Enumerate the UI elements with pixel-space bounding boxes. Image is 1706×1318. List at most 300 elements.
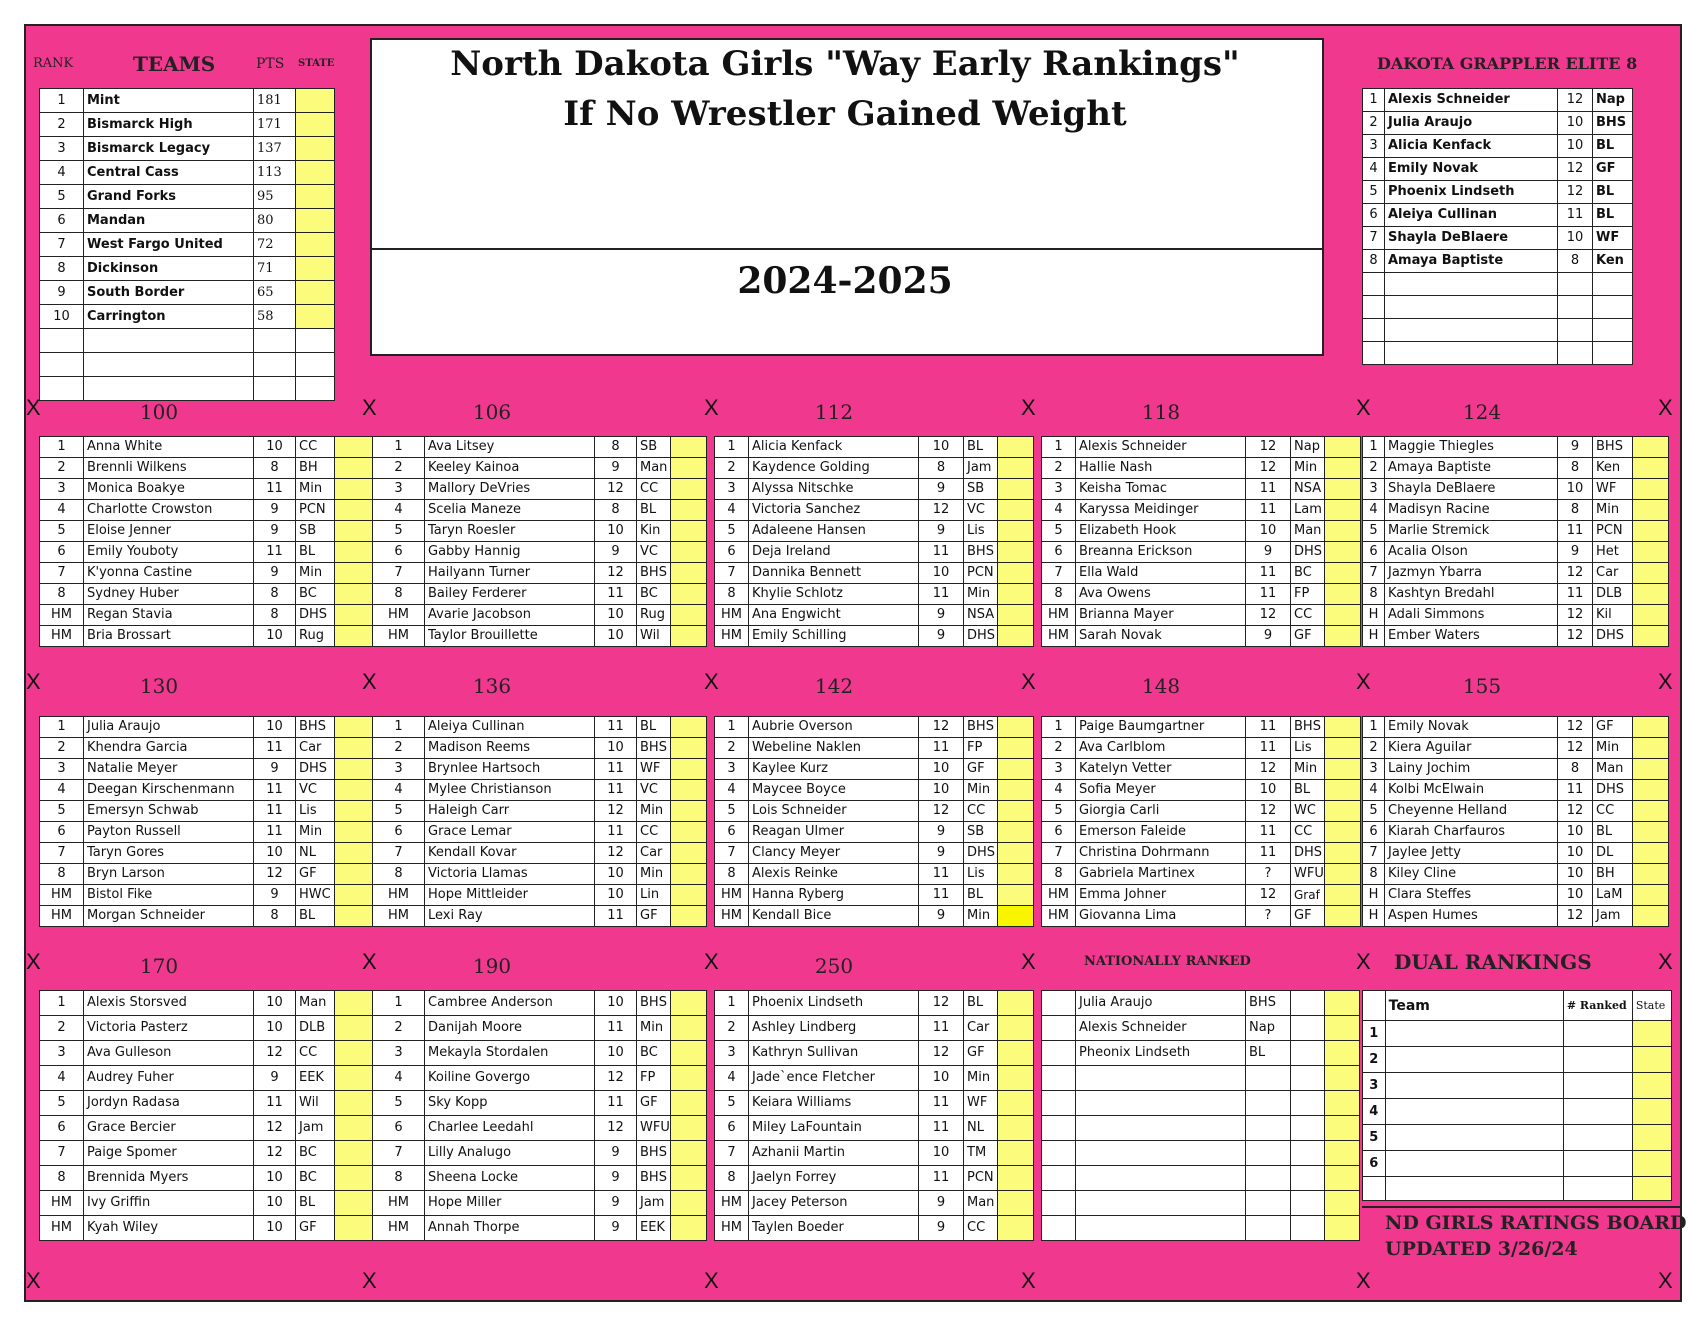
wrestler-name: Morgan Schneider <box>84 906 254 927</box>
wrestler-state-cell <box>998 458 1034 479</box>
elite8-rank <box>1363 296 1385 319</box>
wrestler-grade: 11 <box>919 738 964 759</box>
wrestler-row <box>1042 906 1361 927</box>
wrestler-name: Phoenix Lindseth <box>749 991 919 1016</box>
wrestler-state-cell <box>1633 717 1669 738</box>
wrestler-team: BL <box>964 437 998 458</box>
wrestler-team: CC <box>1291 822 1325 843</box>
wrestler-name: Ana Engwicht <box>749 605 919 626</box>
elite8-team <box>1593 296 1633 319</box>
weight-class-label: 124 <box>1462 400 1502 424</box>
wrestler-grade: 11 <box>595 1091 637 1116</box>
wrestler-row <box>40 780 373 801</box>
wrestler-name: Mallory DeVries <box>425 479 595 500</box>
wrestler-row <box>40 843 373 864</box>
wrestler-state-cell <box>1325 738 1361 759</box>
national-state-cell <box>1325 1116 1360 1141</box>
wrestler-name: Victoria Pasterz <box>84 1016 254 1041</box>
wrestler-row <box>1042 780 1361 801</box>
wrestler-grade: 11 <box>1246 843 1291 864</box>
elite8-row <box>1363 158 1633 181</box>
elite8-rank: 7 <box>1363 227 1385 250</box>
wrestler-row <box>1363 500 1669 521</box>
national-rank <box>1042 1016 1076 1041</box>
wrestler-grade: 10 <box>1246 780 1291 801</box>
footer-line1: ND GIRLS RATINGS BOARD <box>1385 1212 1687 1234</box>
wrestler-rank: HM <box>715 605 749 626</box>
wrestler-name: Brianna Mayer <box>1076 605 1246 626</box>
wrestler-state-cell <box>671 906 707 927</box>
wrestler-name: Sheena Locke <box>425 1166 595 1191</box>
wrestler-row <box>373 500 707 521</box>
wrestler-grade: 10 <box>595 521 637 542</box>
wrestler-grade: 11 <box>254 738 296 759</box>
wrestler-name: Natalie Meyer <box>84 759 254 780</box>
wrestler-rank: 5 <box>715 801 749 822</box>
wrestler-row <box>373 843 707 864</box>
wrestler-name: Kolbi McElwain <box>1385 780 1558 801</box>
national-state-cell <box>1325 1141 1360 1166</box>
wrestler-rank: 7 <box>1042 563 1076 584</box>
wrestler-row <box>40 1041 373 1066</box>
wrestler-rank: HM <box>40 906 84 927</box>
elite8-rank <box>1363 273 1385 296</box>
national-name <box>1076 1216 1246 1241</box>
team-points: 80 <box>254 209 296 233</box>
x-marker: X <box>704 949 719 974</box>
wrestler-team: CC <box>296 1041 335 1066</box>
wrestler-state-cell <box>998 906 1034 927</box>
wrestler-row <box>715 626 1034 647</box>
wrestler-rank: 8 <box>40 1166 84 1191</box>
team-row <box>40 185 335 209</box>
wrestler-state-cell <box>335 991 373 1016</box>
wrestler-name: Ivy Griffin <box>84 1191 254 1216</box>
wrestler-rank: HM <box>373 605 425 626</box>
wrestler-team: GF <box>1593 717 1633 738</box>
wrestler-team: DHS <box>1291 542 1325 563</box>
wrestler-grade: 9 <box>919 1191 964 1216</box>
elite8-rank: 1 <box>1363 89 1385 112</box>
wrestler-state-cell <box>671 1191 707 1216</box>
wrestler-grade: 11 <box>254 780 296 801</box>
wrestler-row <box>1363 843 1669 864</box>
elite8-team: WF <box>1593 227 1633 250</box>
weight-class-table <box>372 716 707 927</box>
wrestler-team: BC <box>296 1166 335 1191</box>
wrestler-grade: 8 <box>254 584 296 605</box>
wrestler-rank: 4 <box>373 500 425 521</box>
wrestler-rank: 1 <box>373 717 425 738</box>
wrestler-name: Annah Thorpe <box>425 1216 595 1241</box>
team-name: South Border <box>84 281 254 305</box>
wrestler-name: Katelyn Vetter <box>1076 759 1246 780</box>
wrestler-state-cell <box>998 738 1034 759</box>
wrestler-name: Elizabeth Hook <box>1076 521 1246 542</box>
wrestler-rank: 3 <box>1363 759 1385 780</box>
wrestler-state-cell <box>1633 500 1669 521</box>
wrestler-grade: 11 <box>1246 738 1291 759</box>
wrestler-name: Keeley Kainoa <box>425 458 595 479</box>
weight-class-label: 142 <box>814 674 854 698</box>
x-marker: X <box>362 395 377 420</box>
wrestler-row <box>715 1066 1034 1091</box>
dual-team <box>1385 1151 1563 1177</box>
wrestler-team: Graf <box>1291 885 1325 906</box>
wrestler-state-cell <box>1633 759 1669 780</box>
wrestler-state-cell <box>1325 605 1361 626</box>
wrestler-rank: 1 <box>1363 437 1385 458</box>
wrestler-row <box>40 1066 373 1091</box>
dual-ranked <box>1563 1151 1632 1177</box>
wrestler-state-cell <box>1633 458 1669 479</box>
wrestler-name: Miley LaFountain <box>749 1116 919 1141</box>
wrestler-name: Hailyann Turner <box>425 563 595 584</box>
wrestler-row <box>715 1166 1034 1191</box>
national-state-cell <box>1325 1091 1360 1116</box>
wrestler-name: Brennida Myers <box>84 1166 254 1191</box>
weight-class-label: 100 <box>139 400 179 424</box>
team-points <box>254 329 296 353</box>
team-state-cell <box>296 233 335 257</box>
wrestler-name: Paige Spomer <box>84 1141 254 1166</box>
team-row <box>40 89 335 113</box>
wrestler-rank: H <box>1363 605 1385 626</box>
team-rank <box>40 353 84 377</box>
wrestler-grade: 12 <box>1558 906 1593 927</box>
wrestler-grade: 12 <box>1558 563 1593 584</box>
wrestler-team: CC <box>637 479 671 500</box>
wrestler-grade: 10 <box>1558 864 1593 885</box>
wrestler-row <box>1363 521 1669 542</box>
wrestler-name: Kiarah Charfauros <box>1385 822 1558 843</box>
wrestler-team: Jam <box>637 1191 671 1216</box>
wrestler-state-cell <box>671 738 707 759</box>
wrestler-name: Khendra Garcia <box>84 738 254 759</box>
wrestler-row <box>1363 759 1669 780</box>
dual-spacer-row <box>1363 1177 1672 1201</box>
wrestler-name: Taryn Gores <box>84 843 254 864</box>
wrestler-grade: 11 <box>919 1116 964 1141</box>
wrestler-state-cell <box>998 991 1034 1016</box>
wrestler-name: Haleigh Carr <box>425 801 595 822</box>
dual-ranked <box>1563 1073 1632 1099</box>
teams-header-pts: PTS <box>256 56 285 72</box>
wrestler-name: Acalia Olson <box>1385 542 1558 563</box>
national-ranked-table <box>1041 990 1360 1241</box>
wrestler-grade: 11 <box>919 542 964 563</box>
wrestler-state-cell <box>998 843 1034 864</box>
wrestler-state-cell <box>335 1191 373 1216</box>
team-points: 171 <box>254 113 296 137</box>
wrestler-team: BHS <box>964 717 998 738</box>
wrestler-row <box>373 1066 707 1091</box>
wrestler-name: Dannika Bennett <box>749 563 919 584</box>
wrestler-name: Ava Gulleson <box>84 1041 254 1066</box>
wrestler-rank: 6 <box>1363 542 1385 563</box>
wrestler-state-cell <box>998 584 1034 605</box>
elite8-row <box>1363 296 1633 319</box>
wrestler-state-cell <box>335 1116 373 1141</box>
dual-rank: 1 <box>1363 1021 1386 1047</box>
wrestler-state-cell <box>1633 479 1669 500</box>
wrestler-team: EEK <box>637 1216 671 1241</box>
wrestler-team: WC <box>1291 801 1325 822</box>
title-divider <box>372 248 1322 250</box>
team-state-cell <box>296 185 335 209</box>
weight-class-label: 250 <box>814 954 854 978</box>
wrestler-rank: 5 <box>715 1091 749 1116</box>
wrestler-state-cell <box>335 864 373 885</box>
wrestler-team: Ken <box>1593 458 1633 479</box>
teams-header-teams: TEAMS <box>133 52 216 76</box>
national-extra <box>1291 1116 1325 1141</box>
wrestler-grade: 9 <box>919 843 964 864</box>
wrestler-row <box>40 626 373 647</box>
wrestler-grade: 9 <box>254 885 296 906</box>
dual-team <box>1385 1125 1563 1151</box>
wrestler-grade: 10 <box>595 626 637 647</box>
wrestler-row <box>715 605 1034 626</box>
wrestler-grade: 10 <box>254 437 296 458</box>
weight-class-label: 170 <box>139 954 179 978</box>
wrestler-rank: 7 <box>373 843 425 864</box>
wrestler-row <box>40 437 373 458</box>
wrestler-team: Lis <box>1291 738 1325 759</box>
wrestler-state-cell <box>671 605 707 626</box>
elite8-row <box>1363 227 1633 250</box>
wrestler-team: BL <box>296 906 335 927</box>
wrestler-row <box>715 521 1034 542</box>
wrestler-row <box>1363 626 1669 647</box>
wrestler-grade: 8 <box>1558 759 1593 780</box>
wrestler-row <box>1042 717 1361 738</box>
wrestler-team: Min <box>1593 500 1633 521</box>
national-state-cell <box>1325 1041 1360 1066</box>
wrestler-row <box>373 542 707 563</box>
national-rank <box>1042 1041 1076 1066</box>
elite8-team <box>1593 342 1633 365</box>
wrestler-row <box>1363 864 1669 885</box>
wrestler-state-cell <box>998 437 1034 458</box>
wrestler-grade: 8 <box>1558 500 1593 521</box>
wrestler-state-cell <box>1325 822 1361 843</box>
wrestler-team: Min <box>296 822 335 843</box>
wrestler-row <box>40 1091 373 1116</box>
weight-class-table <box>1041 436 1361 647</box>
elite8-name <box>1385 342 1558 365</box>
wrestler-name: Azhanii Martin <box>749 1141 919 1166</box>
team-name: Bismarck Legacy <box>84 137 254 161</box>
wrestler-rank: 3 <box>40 479 84 500</box>
dual-team <box>1385 1021 1563 1047</box>
weight-class-table <box>372 436 707 647</box>
wrestler-row <box>715 991 1034 1016</box>
wrestler-name: Grace Bercier <box>84 1116 254 1141</box>
wrestler-grade: 12 <box>1558 605 1593 626</box>
wrestler-rank: 1 <box>373 991 425 1016</box>
team-name: Grand Forks <box>84 185 254 209</box>
dual-spacer <box>1363 1177 1386 1201</box>
wrestler-row <box>373 1166 707 1191</box>
dual-row <box>1363 1073 1672 1099</box>
wrestler-name: Sarah Novak <box>1076 626 1246 647</box>
team-points: 137 <box>254 137 296 161</box>
team-state-cell <box>296 305 335 329</box>
elite8-name <box>1385 273 1558 296</box>
wrestler-grade: 9 <box>595 1216 637 1241</box>
elite8-grade: 12 <box>1558 181 1593 204</box>
elite8-team: BHS <box>1593 112 1633 135</box>
wrestler-state-cell <box>671 500 707 521</box>
wrestler-rank: 4 <box>715 1066 749 1091</box>
wrestler-rank: 1 <box>1042 437 1076 458</box>
wrestler-state-cell <box>998 1091 1034 1116</box>
wrestler-team: BHS <box>637 991 671 1016</box>
team-points: 181 <box>254 89 296 113</box>
elite8-rank: 6 <box>1363 204 1385 227</box>
wrestler-name: Payton Russell <box>84 822 254 843</box>
wrestler-name: Eloise Jenner <box>84 521 254 542</box>
elite8-grade: 10 <box>1558 135 1593 158</box>
teams-header-rank: RANK <box>33 56 74 71</box>
wrestler-team: Rug <box>296 626 335 647</box>
wrestler-rank: H <box>1363 885 1385 906</box>
wrestler-grade: 12 <box>595 843 637 864</box>
wrestler-team: Min <box>637 864 671 885</box>
wrestler-state-cell <box>1325 759 1361 780</box>
wrestler-rank: 3 <box>40 1041 84 1066</box>
wrestler-name: Jaelyn Forrey <box>749 1166 919 1191</box>
elite8-team <box>1593 273 1633 296</box>
wrestler-row <box>715 500 1034 521</box>
wrestler-name: Adali Simmons <box>1385 605 1558 626</box>
team-state-cell <box>296 281 335 305</box>
wrestler-team: TM <box>964 1141 998 1166</box>
elite8-name: Alexis Schneider <box>1385 89 1558 112</box>
wrestler-team: VC <box>637 780 671 801</box>
wrestler-team: VC <box>964 500 998 521</box>
wrestler-row <box>40 991 373 1016</box>
x-marker: X <box>704 395 719 420</box>
wrestler-name: Taylen Boeder <box>749 1216 919 1241</box>
wrestler-rank: 7 <box>715 843 749 864</box>
wrestler-name: Giovanna Lima <box>1076 906 1246 927</box>
weight-class-label: 130 <box>139 674 179 698</box>
wrestler-team: HWC <box>296 885 335 906</box>
team-name: Carrington <box>84 305 254 329</box>
wrestler-state-cell <box>998 1016 1034 1041</box>
x-marker: X <box>26 1268 41 1293</box>
wrestler-state-cell <box>335 500 373 521</box>
wrestler-rank: 2 <box>373 738 425 759</box>
wrestler-name: Deegan Kirschenmann <box>84 780 254 801</box>
national-row <box>1042 1141 1360 1166</box>
wrestler-name: Breanna Erickson <box>1076 542 1246 563</box>
wrestler-row <box>40 801 373 822</box>
wrestler-team: Min <box>1291 759 1325 780</box>
team-points <box>254 377 296 401</box>
wrestler-team: CC <box>1593 801 1633 822</box>
wrestler-name: Kiera Aguilar <box>1385 738 1558 759</box>
wrestler-rank: 6 <box>715 822 749 843</box>
wrestler-name: Charlee Leedahl <box>425 1116 595 1141</box>
wrestler-name: Alicia Kenfack <box>749 437 919 458</box>
wrestler-name: Aubrie Overson <box>749 717 919 738</box>
wrestler-rank: 3 <box>715 479 749 500</box>
wrestler-row <box>1363 584 1669 605</box>
wrestler-team: Jam <box>296 1116 335 1141</box>
wrestler-name: Bryn Larson <box>84 864 254 885</box>
national-row <box>1042 1216 1360 1241</box>
wrestler-state-cell <box>335 1041 373 1066</box>
wrestler-row <box>40 500 373 521</box>
elite8-team: Nap <box>1593 89 1633 112</box>
national-extra <box>1291 1041 1325 1066</box>
dual-ranked <box>1563 1047 1632 1073</box>
wrestler-row <box>1363 906 1669 927</box>
wrestler-row <box>1042 479 1361 500</box>
wrestler-row <box>40 864 373 885</box>
wrestler-row <box>40 542 373 563</box>
wrestler-state-cell <box>335 738 373 759</box>
wrestler-row <box>1042 500 1361 521</box>
wrestler-rank: 5 <box>1042 801 1076 822</box>
team-row <box>40 113 335 137</box>
dual-state-cell <box>1632 1073 1671 1099</box>
wrestler-rank: 7 <box>715 563 749 584</box>
wrestler-state-cell <box>1325 843 1361 864</box>
wrestler-row <box>373 906 707 927</box>
wrestler-team: GF <box>964 759 998 780</box>
wrestler-state-cell <box>998 500 1034 521</box>
wrestler-state-cell <box>335 780 373 801</box>
wrestler-team: Min <box>637 801 671 822</box>
wrestler-team: Min <box>964 584 998 605</box>
wrestler-name: Ava Litsey <box>425 437 595 458</box>
wrestler-name: Keiara Williams <box>749 1091 919 1116</box>
wrestler-state-cell <box>998 1041 1034 1066</box>
elite8-row <box>1363 319 1633 342</box>
wrestler-row <box>715 542 1034 563</box>
wrestler-state-cell <box>1633 906 1669 927</box>
wrestler-rank: HM <box>373 1216 425 1241</box>
wrestler-state-cell <box>1325 626 1361 647</box>
wrestler-grade: 10 <box>254 1016 296 1041</box>
wrestler-name: Regan Stavia <box>84 605 254 626</box>
elite8-team: BL <box>1593 204 1633 227</box>
dual-ranked <box>1563 1125 1632 1151</box>
national-row <box>1042 1041 1360 1066</box>
wrestler-name: Audrey Fuher <box>84 1066 254 1091</box>
national-team <box>1246 1116 1291 1141</box>
wrestler-name: Hallie Nash <box>1076 458 1246 479</box>
wrestler-grade: 9 <box>919 626 964 647</box>
team-state-cell <box>296 113 335 137</box>
elite8-name: Amaya Baptiste <box>1385 250 1558 273</box>
wrestler-team: BL <box>637 500 671 521</box>
wrestler-name: Kyah Wiley <box>84 1216 254 1241</box>
wrestler-team: DL <box>1593 843 1633 864</box>
wrestler-state-cell <box>335 437 373 458</box>
wrestler-rank: HM <box>715 626 749 647</box>
wrestler-row <box>715 584 1034 605</box>
wrestler-rank: 4 <box>373 780 425 801</box>
wrestler-grade: 12 <box>595 1116 637 1141</box>
wrestler-team: Car <box>964 1016 998 1041</box>
wrestler-rank: 5 <box>1363 801 1385 822</box>
wrestler-row <box>1363 458 1669 479</box>
